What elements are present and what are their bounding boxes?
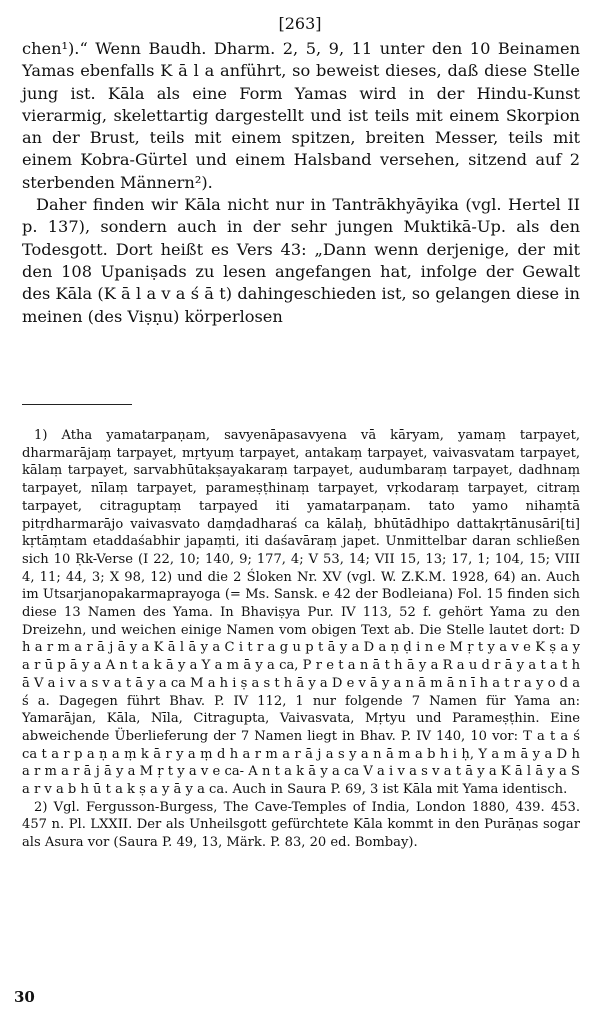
signature-mark: 30 [14,988,35,1006]
main-text [22,38,580,328]
footnote-divider [22,404,132,405]
page-number: [263] [278,14,322,33]
footnote-2: 2) Vgl. Fergusson-Burgess, The Cave-Temples of India, London 1880, 439. 453. 457 n. Pl. LXXII. Der als Unheilsgott gefürchtete Kāla kommt in den Purāṇas sogar als Asura vor (Saura P. 49, 13, Märk. P. 83, 20 ed. Bombay). [22,799,580,851]
footnotes [22,427,580,852]
main-paragraph-1: chen¹).“ Wenn Baudh. Dharm. 2, 5, 9, 11 unter den 10 Beinamen Yamas ebenfalls K ā l a anführt, so beweist dieses, daß diese Stelle jung ist. Kāla als eine Form Yamas wird in der Hindu-Kunst vierarmig, skelettartig dargestellt und ist teils mit einem Skorpion an der Brust, teils mit einem spitzen, breiten Messer, teils mit einem Kobra-Gürtel und einem Halsband versehen, sitzend auf 2 sterbenden Männern²). [22,39,580,192]
main-paragraph-2: Daher finden wir Kāla nicht nur in Tantrākhyāyika (vgl. Hertel II p. 137), sondern auch in der sehr jungen Muktikā-Up. als den Todesgott. Dort heißt es Vers 43: „Dann wenn derjenige, der mit den 108 Upaniṣads zu lesen angefangen hat, infolge der Gewalt des Kāla (K ā l a v a ś ā t) dahingeschieden ist, so gelangen diese in meinen (des Viṣṇu) körperlosen [22,195,580,326]
footnote-1: 1) Atha yamatarpaṇam, savyenāpasavyena vā kāryam, yamaṃ tarpayet, dharmarājaṃ tarpayet, mṛtyuṃ tarpayet, antakaṃ tarpayet, vaivasvatam tarpayet, kālaṃ tarpayet, sarvabhūtakṣayakaraṃ tarpayet, audumbaraṃ tarpayet, dadhnaṃ tarpayet, nīlaṃ tarpayet, parameṣṭhinaṃ tarpayet, vṛkodaraṃ tarpayet, citraṃ tarpayet, citraguptaṃ tarpayed iti yamatarpaṇam. tato yamo nihaṃtā pitṛdharmarājo vaivasvato daṃḍadharaś ca kālaḥ, bhūtādhipo dattakṛtānusāri[ti] kṛtāṃtam etaddaśabhir japaṃti, iti daśavāraṃ japet. Unmittelbar daran schließen sich 10 Ṛk-Verse (I 22, 10; 140, 9; 177, 4; V 53, 14; VII 15, 13; 17, 1; 104, 15; VIII 4, 11; 44, 3; X 98, 12) und die 2 Śloken Nr. XV (vgl. W. Z.K.M. 1928, 64) an. Auch im Utsarjanopakarmaprayoga (= Ms. Sansk. e 42 der Bodleiana) Fol. 15 finden sich diese 13 Namen des Yama. In Bhaviṣya Pur. IV 113, 52 f. gehört Yama zu den Dreizehn, und weichen einige Namen vom obigen Text ab. Die Stelle lautet dort: D h a r m a r ā j ā y a K ā l ā y a C i t r a g u p t ā y a D a ṇ ḍ i n e M ṛ t y a v e K ṣ a y a r ū p ā y a A n t a k ā y a Y a m ā y a ca, P r e t a n ā t h ā y a R a u d r ā y a t a t h ā V a i v a s v a t ā y a ca M a h i ṣ a s t h ā y a D e v ā y a n ā m ā n ī h a t r a y o d a ś a. Dagegen führt Bhav. P. IV 112, 1 nur folgende 7 Namen für Yama an: Yamarājan, Kāla, Nīla, Citragupta, Vaivasvata, Mṛtyu und Parameṣṭhin. Eine abweichende Überlieferung der 7 Namen liegt in Bhav. P. IV 140, 10 vor: T a t a ś ca t a r p a ṇ a ṃ k ā r y a ṃ d h a r m a r ā j a s y a n ā m a b h i ḥ, Y a m ā y a D h a r m a r ā j ā y a M ṛ t y a v e ca- A n t a k ā y a ca V a i v a s v a t ā y a K ā l ā y a S a r v a b h ū t a k ṣ a y ā y a ca. Auch in Saura P. 69, 3 ist Kāla mit Yama identisch. [22,428,580,798]
